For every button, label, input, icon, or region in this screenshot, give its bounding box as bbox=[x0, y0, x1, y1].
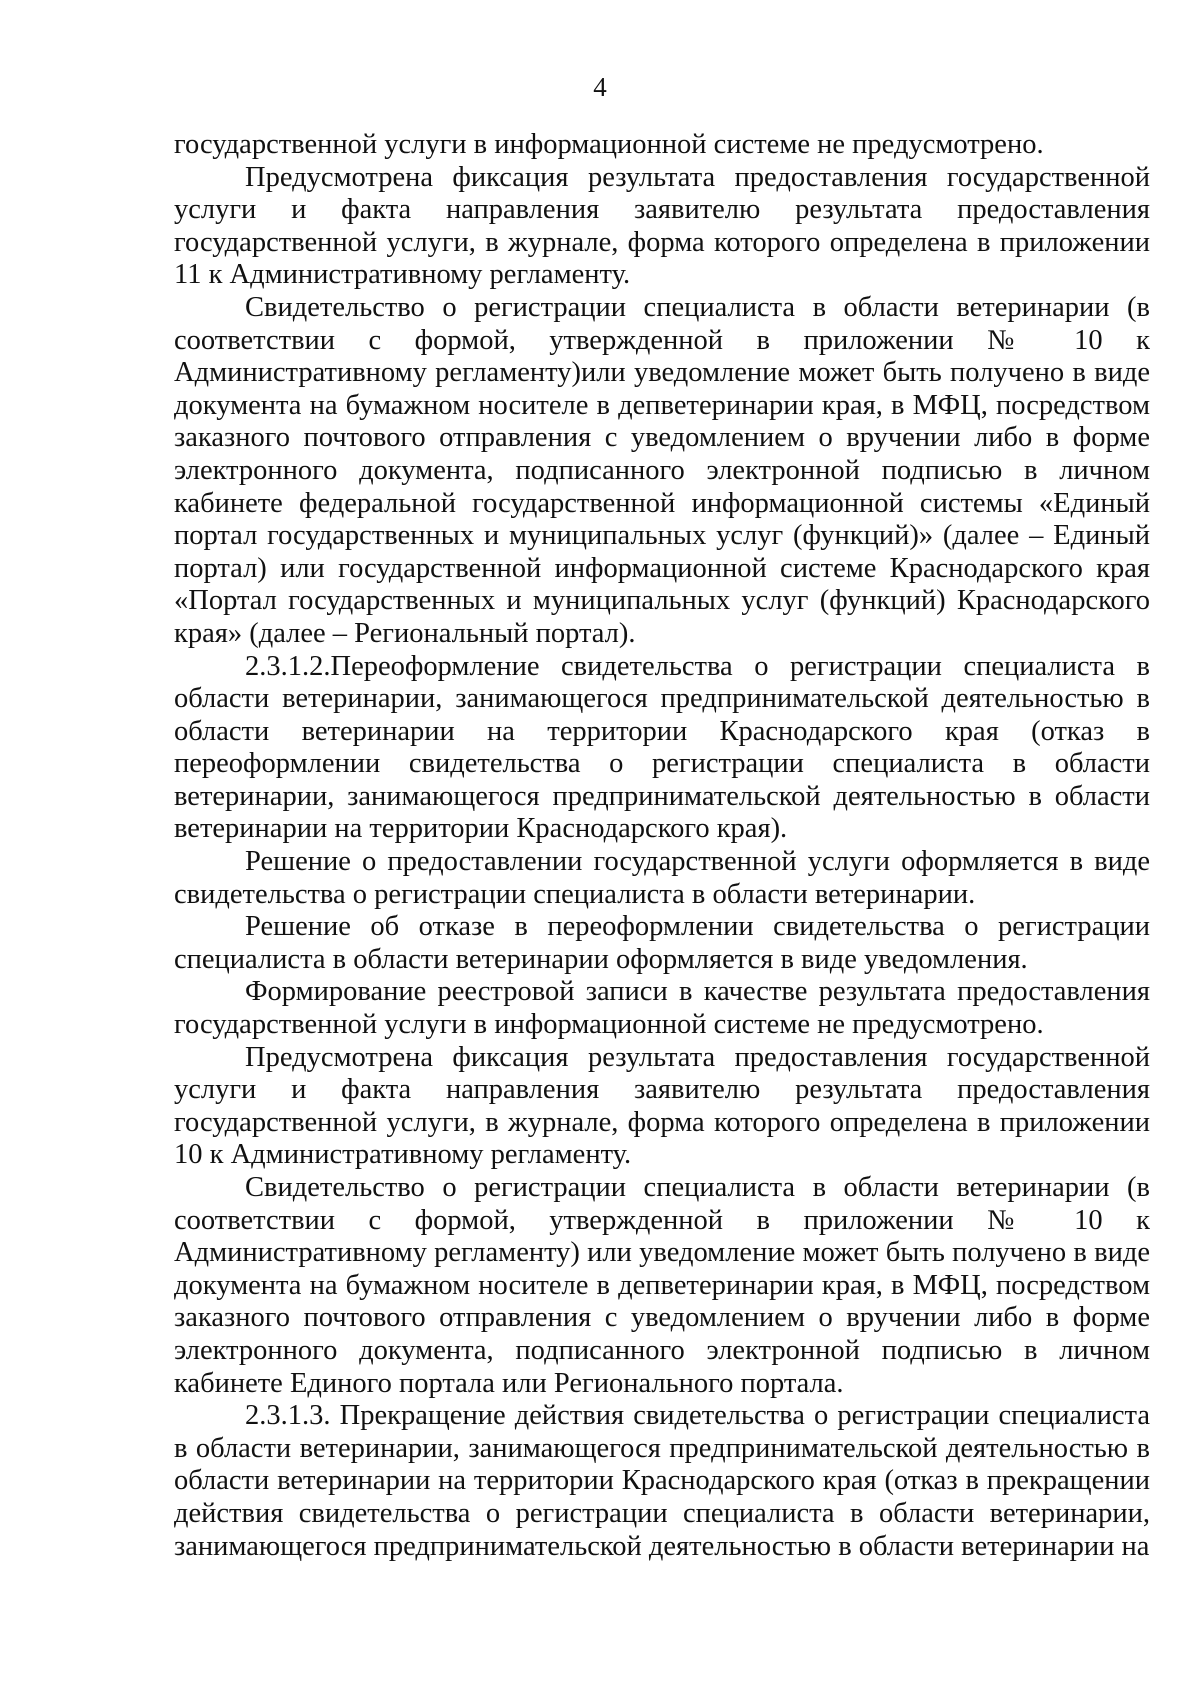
paragraph-continuation: государственной услуги в информационной системе не предусмотрено. bbox=[174, 129, 1044, 160]
paragraph-certificate-delivery-1: Свидетельство о регистрации специалиста в области ветеринарии (в соответствии с формой, утвержденной в приложении № 10 к Административному регламенту)или уведомление может быть получено в виде документа на бумажном носителе в депветеринарии края, в МФЦ, посредством заказного почтового отправления с уведомлением о вручении либо в форме электронного документа, подписанного электронной подписью в личном кабинете федеральной государственной информационной системы «Единый портал государственных и муниципальных услуг (функций)» (далее – Единый портал) или государственной информационной системе Краснодарского края «Портал государственных и муниципальных услуг (функций) Краснодарского края» (далее – Региональный портал). bbox=[174, 291, 1150, 649]
paragraph-section-2-3-1-3: 2.3.1.3. Прекращение действия свидетельства о регистрации специалиста в области ветеринарии, занимающегося предпринимательской деятельностью в области ветеринарии на территории Краснодарского края (отказ в прекращении действия свидетельства о регистрации специалиста в области ветеринарии, занимающегося предпринимательской деятельностью в области ветеринарии на bbox=[174, 1400, 1150, 1562]
paragraph-decision-refusal: Решение об отказе в переоформлении свидетельства о регистрации специалиста в области ветеринарии оформляется в виде уведомления. bbox=[174, 911, 1150, 975]
document-body bbox=[174, 129, 1150, 1563]
paragraph-result-fixation-1: Предусмотрена фиксация результата предоставления государственной услуги и факта направления заявителю результата предоставления государственной услуги, в журнале, форма которого определена в приложении 11 к Административному регламенту. bbox=[174, 161, 1150, 291]
paragraph-section-2-3-1-2: 2.3.1.2.Переоформление свидетельства о регистрации специалиста в области ветеринарии, занимающегося предпринимательской деятельностью в области ветеринарии на территории Краснодарского края (отказ в переоформлении свидетельства о регистрации специалиста в области ветеринарии, занимающегося предпринимательской деятельностью в области ветеринарии на территории Краснодарского края). bbox=[174, 650, 1150, 845]
paragraph-decision-grant: Решение о предоставлении государственной услуги оформляется в виде свидетельства о регистрации специалиста в области ветеринарии. bbox=[174, 846, 1150, 910]
paragraph-result-fixation-2: Предусмотрена фиксация результата предоставления государственной услуги и факта направления заявителю результата предоставления государственной услуги, в журнале, форма которого определена в приложении 10 к Административному регламенту. bbox=[174, 1041, 1150, 1171]
paragraph-registry-record: Формирование реестровой записи в качестве результата предоставления государственной услуги в информационной системе не предусмотрено. bbox=[174, 976, 1150, 1041]
paragraph-certificate-delivery-2: Свидетельство о регистрации специалиста в области ветеринарии (в соответствии с формой, утвержденной в приложении № 10 к Административному регламенту) или уведомление может быть получено в виде документа на бумажном носителе в депветеринарии края, в МФЦ, посредством заказного почтового отправления с уведомлением о вручении либо в форме электронного документа, подписанного электронной подписью в личном кабинете Единого портала или Регионального портала. bbox=[174, 1172, 1150, 1399]
page-number: 4 bbox=[593, 72, 607, 102]
